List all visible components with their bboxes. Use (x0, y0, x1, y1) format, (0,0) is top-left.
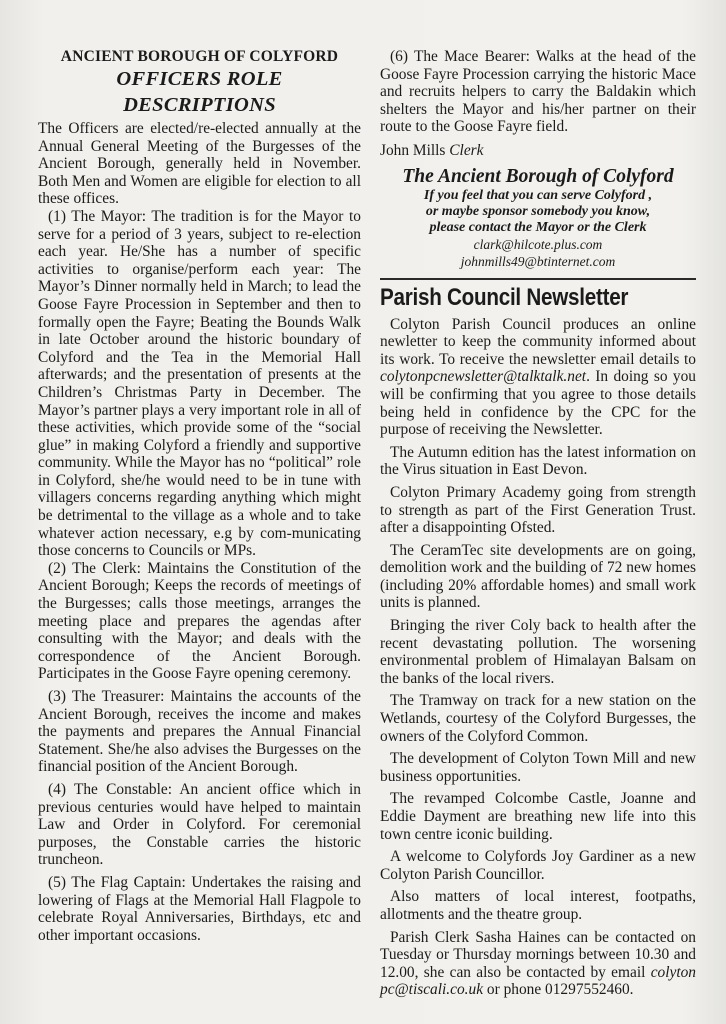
newsletter-paragraph-6: The Tramway on track for a new station on the Wetlands, courtesy of the Colyford Burgesses, the owners of the Colyford Common. (380, 692, 696, 745)
constable-paragraph: (4) The Constable: An ancient office which in previous centuries would have helped to maintain Law and Order in Colyford. For ceremonial purposes, the Constable carries the historic truncheon. (38, 780, 361, 869)
newsletter-paragraph-11 (380, 929, 696, 999)
newsletter-paragraph-1 (380, 316, 696, 439)
intro-paragraph: The Officers are elected/re-elected annually at the Annual General Meeting of the Burgesses of the Ancient Borough, generally held in November. Both Men and Women are eligible for election to all these offices. (38, 120, 361, 208)
flag-captain-paragraph: (5) The Flag Captain: Undertakes the raising and lowering of Flags at the Memorial Hall Flagpole to celebrate Royal Anniversaries, Birthdays, etc and other important occasions. (38, 873, 361, 944)
signoff-role: Clerk (449, 141, 484, 159)
right-column (380, 48, 696, 999)
callout-line-3: please contact the Mayor or the Clerk (429, 219, 647, 235)
newsletter-paragraph-5: Bringing the river Coly back to health after the recent devastating pollution. The worsening environmental problem of Himalayan Balsam on the banks of the local rivers. (380, 617, 696, 687)
officers-title-line1: OFFICERS ROLE (116, 68, 283, 90)
newsletter-paragraph-3: Colyton Primary Academy going from strength to strength as part of the First Generation Trust. after a disappointing Ofsted. (380, 483, 696, 537)
nl-p11-text-a: Parish Clerk Sasha Haines can be contacted on Tuesday or Thursday mornings between 10.30 and 12.00, she can also be contacted by email (380, 928, 696, 981)
nl-p1-text-b: . In doing so you will be confirming that you agree to those details being held in confidence by the CPC for the purpose of receiving the Newsletter. (380, 368, 696, 439)
newsletter-paragraph-10: Also matters of local interest, footpaths, allotments and the theatre group. (380, 888, 696, 923)
newsletter-paragraph-7: The development of Colyton Town Mill and new business opportunities. (380, 750, 696, 785)
newsletter-paragraph-8: The revamped Colcombe Castle, Joanne and Eddie Dayment are breathing new life into this town centre iconic building. (380, 790, 696, 843)
borough-heading: ANCIENT BOROUGH OF COLYFORD (60, 48, 339, 65)
mace-bearer-paragraph: (6) The Mace Bearer: Walks at the head of the Goose Fayre Procession carrying the historic Mace and recruits helpers to carry the Baldakin which shelters the Mayor and his/her partner on their route to the Goose Fayre field. (380, 48, 696, 136)
newsletter-title: Parish Council Newsletter (380, 283, 629, 311)
borough-callout-title: The Ancient Borough of Colyford (402, 165, 674, 187)
newsletter-paragraph-9: A welcome to Colyfords Joy Gardiner as a new Colyton Parish Councillor. (380, 848, 696, 883)
clerk-paragraph: (2) The Clerk: Maintains the Constitution of the Ancient Borough; Keeps the records of meetings of the Burgesses; calls those meetings, arranges the meeting place and prepares the agendas after consulting with the Mayor; and deals with the correspondence of the Ancient Borough. Participates in the Goose Fayre opening ceremony. (38, 559, 361, 683)
nl-p1-text-a: Colyton Parish Council produces an online newletter to keep the community informed about its work. To receive the newsletter email details to (380, 315, 696, 368)
mayor-paragraph: (1) The Mayor: The tradition is for the Mayor to serve for a period of 3 years, subject to re-election each year. He/She has a number of specific activities to organise/perform each year: The Mayor’s Dinner normally held in March; to lead the Goose Fayre Procession in September and then to formally open the Fayre; Beating the Bounds Walk in late October around the historic boundary of Colyford and the Tea in the Memorial Hall afterwards; and the presentation of presents at the Children’s Christmas Party in December. The Mayor’s partner plays a very important role in all of these activities, which provide some of the “social glue” in making Colyford a friendly and supportive community. While the Mayor has no “political” role in Colyford, she/he would need to be in tune with villagers concerns regarding anything which might be detrimental to the village as a whole and to take whatever action necessary, e.g by com-municating those concerns to Councils or MPs. (38, 207, 361, 560)
officers-title-line2: DESCRIPTIONS (123, 94, 276, 116)
newsletter-email: colytonpcnewsletter@talktalk.net (380, 368, 587, 386)
callout-line-1: If you feel that you can serve Colyford , (423, 187, 653, 203)
officers-article (38, 48, 361, 944)
email-johnmills: johnmills49@btinternet.com (460, 253, 616, 269)
signoff-name: John Mills (380, 141, 450, 159)
treasurer-paragraph: (3) The Treasurer: Maintains the accounts of the Ancient Borough, receives the income and makes the payments and prepares the Annual Financial Statement. She/he also advises the Burgesses on the financial position of the Ancient Borough. (38, 688, 361, 776)
signoff (380, 142, 696, 160)
parish-clerk-email: colyton pc@tiscali.co.uk (380, 963, 696, 999)
section-divider (380, 278, 696, 280)
nl-p11-text-b: or phone 01297552460. (483, 981, 634, 999)
email-clerk: clark@hilcote.plus.com (473, 236, 603, 252)
newsletter-paragraph-2: The Autumn edition has the latest information on the Virus situation in East Devon. (380, 443, 696, 479)
callout-line-2: or maybe sponsor somebody you know, (425, 203, 651, 219)
newsletter-paragraph-4: The CeramTec site developments are on going, demolition work and the building of 72 new homes (including 20% affordable homes) and small work units is planned. (380, 541, 696, 612)
